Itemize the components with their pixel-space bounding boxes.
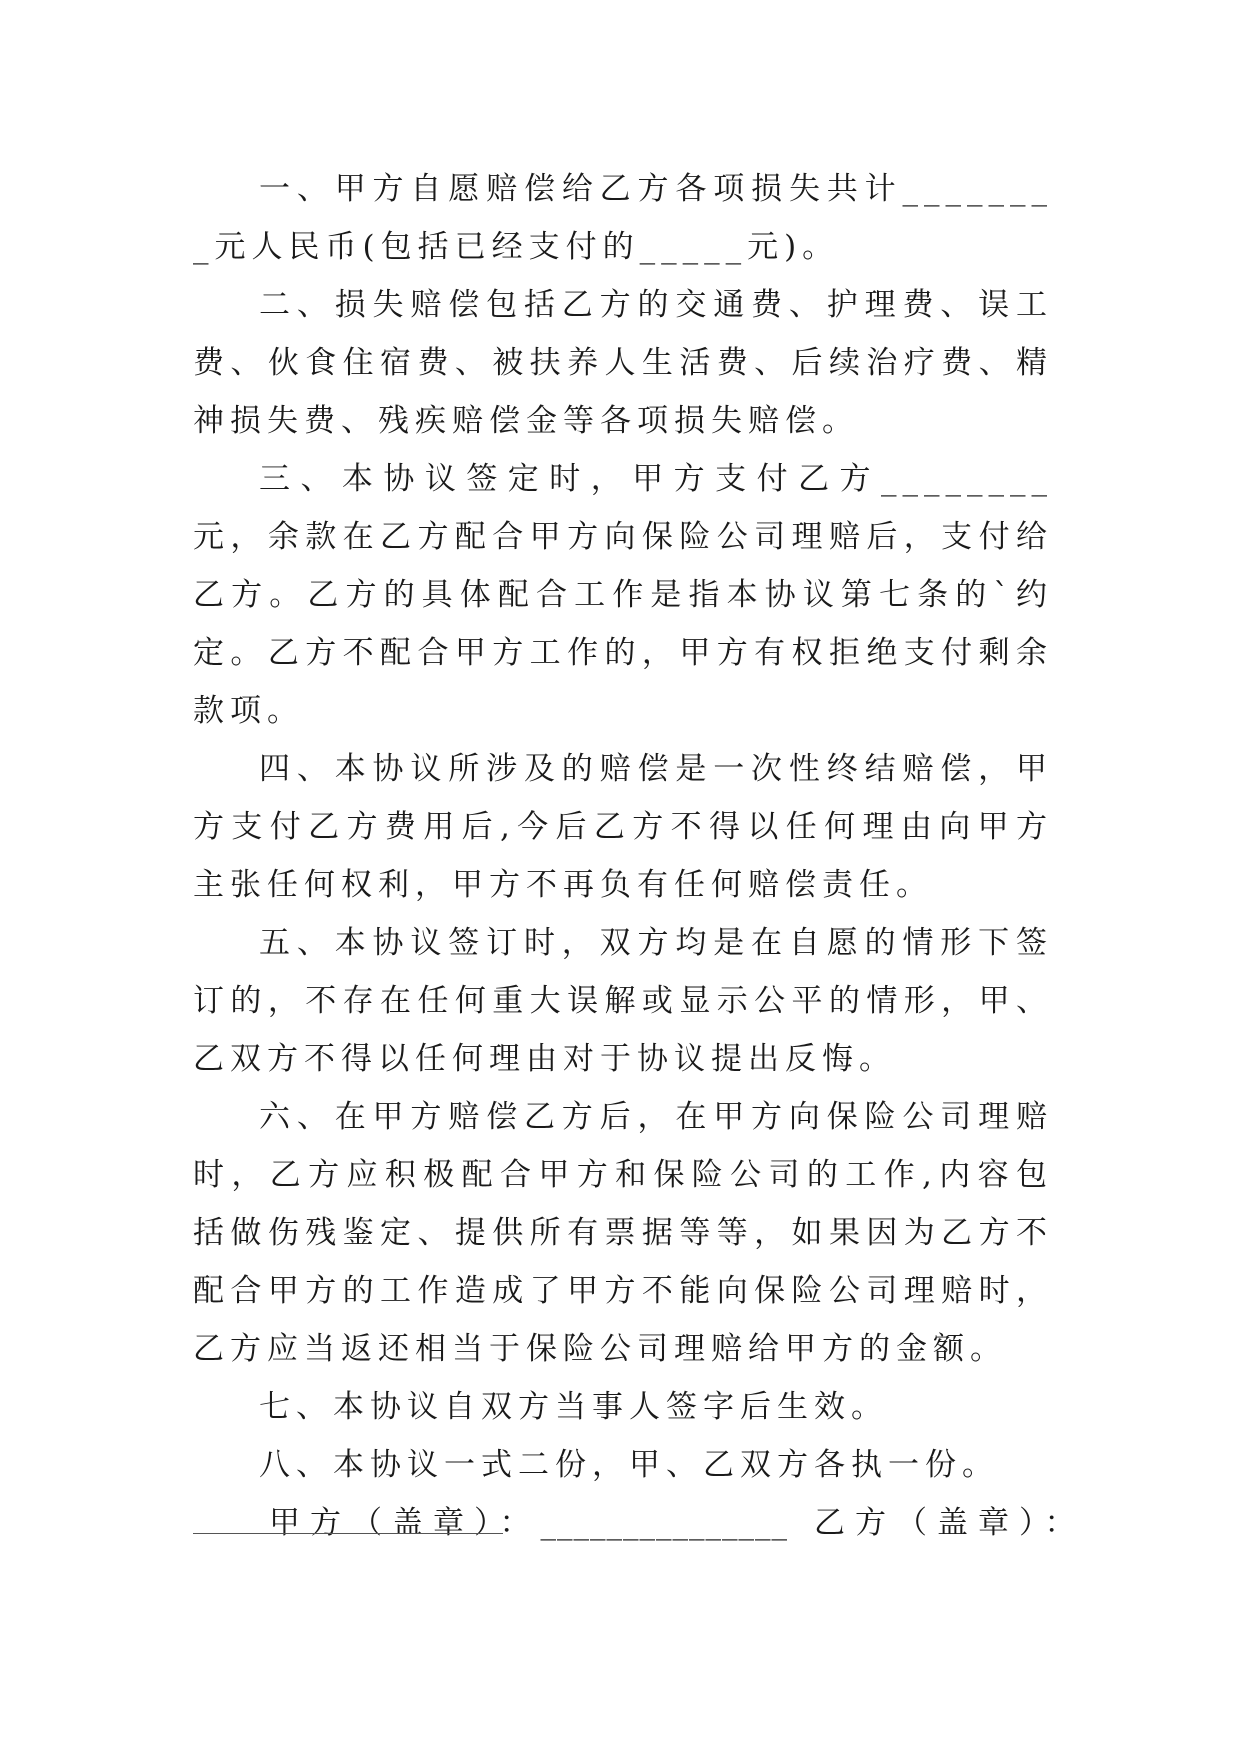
clause-5: 五、本协议签订时，双方均是在自愿的情形下签订的，不存在任何重大误解或显示公平的情形，甲、乙双方不得以任何理由对于协议提出反悔。 [193,925,1053,1077]
clause-1: 一、甲方自愿赔偿给乙方各项损失共计________元人民币(包括已经支付的_____元)。 [193,171,1053,265]
clause-6: 六、在甲方赔偿乙方后，在甲方向保险公司理赔时，乙方应积极配合甲方和保险公司的工作,内容包括做伤残鉴定、提供所有票据等等，如果因为乙方不配合甲方的工作造成了甲方不能向保险公司理赔时，乙方应当返还相当于保险公司理赔给甲方的金额。 [193,1099,1053,1367]
party-a-seal-label: 甲方（盖章）： [269,1505,541,1541]
party-b-seal-label: 乙方（盖章）： [814,1505,1086,1541]
party-b-seal-blank-line [193,1533,503,1534]
clause-7: 七、本协议自双方当事人签字后生效。 [259,1389,888,1425]
clause-2: 二、损失赔偿包括乙方的交通费、护理费、误工费、伙食住宿费、被扶养人生活费、后续治疗费、精神损失费、残疾赔偿金等各项损失赔偿。 [193,287,1053,439]
signature-row [193,1494,1086,1552]
clause-8: 八、本协议一式二份，甲、乙双方各执一份。 [259,1447,999,1483]
document-body [193,160,1086,1552]
clause-3: 三、本协议签定时，甲方支付乙方________元，余款在乙方配合甲方向保险公司理赔后，支付给乙方。乙方的具体配合工作是指本协议第七条的`约定。乙方不配合甲方工作的，甲方有权拒绝支付剩余款项。 [193,461,1053,729]
clause-4: 四、本协议所涉及的赔偿是一次性终结赔偿，甲方支付乙方费用后,今后乙方不得以任何理由向甲方主张任何权利，甲方不再负有任何赔偿责任。 [193,751,1053,903]
party-a-seal-blank: _______________ [540,1505,788,1541]
